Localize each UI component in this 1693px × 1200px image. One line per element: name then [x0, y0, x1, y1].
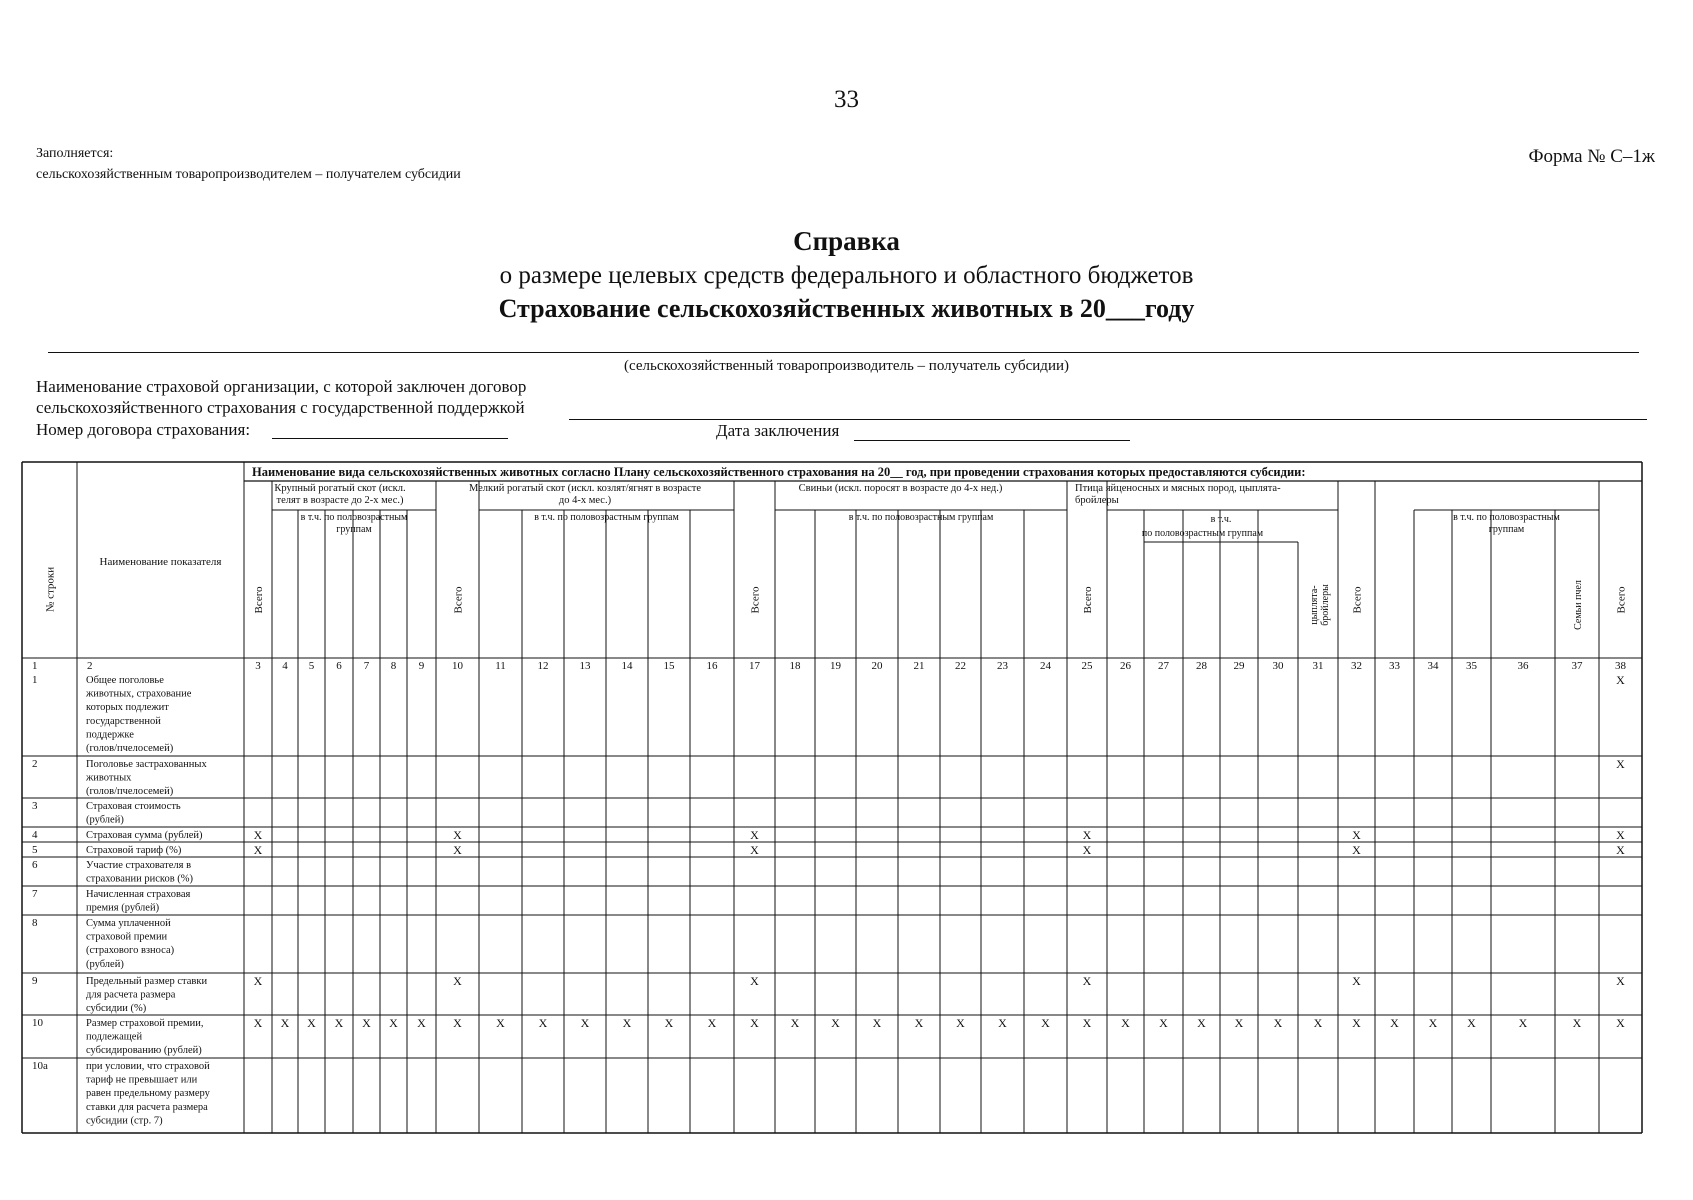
- row-indicator-label: которых подлежит: [86, 702, 169, 714]
- incl-age-groups-cattle-2: группам: [336, 524, 372, 535]
- x-mark: X: [453, 843, 462, 857]
- page-number: 33: [834, 86, 859, 113]
- total-birds: Всего: [1082, 586, 1094, 614]
- column-number: 30: [1272, 660, 1284, 672]
- column-number: 38: [1615, 660, 1626, 672]
- x-mark: X: [253, 843, 263, 857]
- column-number: 1: [32, 660, 38, 672]
- column-number: 25: [1081, 660, 1093, 672]
- column-number: 11: [495, 660, 506, 672]
- column-number: 17: [749, 660, 760, 672]
- x-mark: X: [307, 1016, 316, 1030]
- column-number: 35: [1466, 660, 1477, 672]
- column-number: 14: [621, 660, 633, 672]
- column-number: 22: [955, 660, 966, 672]
- x-mark: X: [253, 828, 263, 842]
- column-number: 37: [1571, 660, 1583, 672]
- row-number: 1: [32, 674, 38, 686]
- column-number: 27: [1158, 660, 1169, 672]
- insurer-label-line2: сельскохозяйственного страхования с государственной поддержкой: [36, 398, 525, 417]
- row-indicator-label: ставки для расчета размера: [86, 1101, 208, 1113]
- column-number: 3: [255, 660, 261, 672]
- total-small: Всего: [452, 586, 465, 614]
- row-indicator-label: Общее поголовье: [86, 675, 164, 686]
- column-number: 4: [282, 660, 288, 672]
- column-number: 26: [1120, 660, 1131, 672]
- x-mark: X: [831, 1016, 840, 1030]
- column-number: 18: [789, 660, 801, 672]
- row-indicator-label: субсидированию (рублей): [86, 1045, 202, 1057]
- incl-age-groups-cattle-1: в т.ч. по половозрастным: [300, 512, 408, 523]
- x-mark: X: [1352, 1016, 1361, 1030]
- column-number: 36: [1517, 660, 1529, 672]
- incl-birds: в т.ч.: [1210, 514, 1232, 525]
- row-indicator-label: животных, страхование: [86, 688, 192, 700]
- producer-caption: (сельскохозяйственный товаропроизводитель – получатель субсидии): [624, 358, 1069, 374]
- x-mark: X: [750, 974, 759, 988]
- row-number: 4: [32, 829, 38, 841]
- row-indicator-label: страховании рисков (%): [86, 873, 194, 885]
- row-number: 9: [32, 975, 38, 987]
- group-pigs: Свиньи (искл. поросят в возрасте до 4-х нед.): [798, 483, 1003, 494]
- total-pigs: Всего: [749, 586, 762, 614]
- row-indicator-label: Участие страхователя в: [86, 860, 192, 871]
- x-mark: X: [1273, 1016, 1283, 1030]
- row-indicator-label: равен предельному размеру: [86, 1088, 210, 1100]
- row-indicator-label: субсидии (%): [86, 1003, 147, 1015]
- row-number: 2: [32, 758, 38, 770]
- column-number: 29: [1233, 660, 1245, 672]
- x-mark: X: [1616, 673, 1625, 687]
- row-indicator-label: субсидии (стр. 7): [86, 1115, 163, 1127]
- row-number: 10: [32, 1017, 43, 1029]
- row-indicator-label: (страхового взноса): [86, 945, 175, 957]
- row-number: 8: [32, 917, 38, 929]
- group-small-line2: до 4-х мес.): [558, 495, 612, 506]
- document-subtitle-insurance: Страхование сельскохозяйственных животных в 20___году: [498, 294, 1195, 323]
- row-indicator-label: государственной: [86, 715, 161, 727]
- row-number: 5: [32, 844, 38, 856]
- fill-by-line2: сельскохозяйственным товаропроизводителем – получателем субсидии: [36, 167, 461, 182]
- x-mark: X: [872, 1016, 882, 1030]
- x-mark: X: [362, 1016, 371, 1030]
- row-number: 6: [32, 859, 38, 871]
- x-mark: X: [998, 1016, 1007, 1030]
- form-number: Форма № С–1ж: [1528, 146, 1655, 167]
- x-mark: X: [280, 1016, 290, 1030]
- row-indicator-label: (рублей): [86, 814, 124, 826]
- x-mark: X: [750, 1016, 759, 1030]
- x-mark: X: [453, 828, 462, 842]
- incl-age-groups-pigs: в т.ч. по половозрастным группам: [848, 512, 994, 523]
- broilers-line1: цыплята-: [1309, 585, 1320, 625]
- row-indicator-label: поддержке: [86, 729, 134, 741]
- row-number: 10а: [32, 1060, 48, 1072]
- x-mark: X: [707, 1016, 717, 1030]
- x-mark: X: [334, 1016, 344, 1030]
- x-mark: X: [1352, 843, 1361, 857]
- column-number: 2: [87, 660, 93, 672]
- x-mark: X: [1082, 1016, 1092, 1030]
- column-number: 19: [830, 660, 841, 672]
- column-number: 24: [1040, 660, 1051, 672]
- row-indicator-label: страховой премии: [86, 931, 168, 943]
- incl-age-groups-last-2: группам: [1488, 524, 1525, 535]
- x-mark: X: [253, 974, 263, 988]
- x-mark: X: [1121, 1016, 1130, 1030]
- column-number: 16: [706, 660, 718, 672]
- x-mark: X: [1572, 1016, 1582, 1030]
- row-indicator-label: (голов/пчелосемей): [86, 786, 174, 798]
- column-number: 33: [1389, 660, 1400, 672]
- fill-by-line1: Заполняется:: [36, 146, 114, 161]
- row-indicator-label: (рублей): [86, 958, 124, 970]
- contract-date-label: Дата заключения: [716, 421, 840, 440]
- header-main-title: Наименование вида сельскохозяйственных животных согласно Плану сельскохозяйственного страхования на 20__ год, при проведении страхования которых предоставляются субсидии:: [252, 465, 1306, 479]
- column-number: 32: [1351, 660, 1362, 672]
- x-mark: X: [253, 1016, 263, 1030]
- x-mark: X: [664, 1016, 674, 1030]
- incl-age-groups-small: в т.ч. по половозрастным группам: [534, 512, 679, 523]
- by-age-groups-birds: по половозрастным группам: [1141, 528, 1264, 539]
- column-number: 34: [1427, 660, 1439, 672]
- x-mark: X: [1159, 1016, 1168, 1030]
- x-mark: X: [1352, 974, 1361, 988]
- column-number: 8: [390, 660, 397, 672]
- row-indicator-label: премия (рублей): [86, 902, 160, 914]
- bee-families: Семьи пчел: [1573, 580, 1584, 630]
- x-mark: X: [453, 1016, 462, 1030]
- column-number: 21: [913, 660, 925, 672]
- x-mark: X: [790, 1016, 800, 1030]
- x-mark: X: [538, 1016, 548, 1030]
- x-mark: X: [1082, 828, 1092, 842]
- x-mark: X: [1616, 757, 1625, 771]
- x-mark: X: [453, 974, 462, 988]
- x-mark: X: [389, 1016, 398, 1030]
- header-indicator-name: Наименование показателя: [99, 556, 222, 568]
- row-indicator-label: животных: [86, 772, 132, 784]
- row-number: 3: [32, 800, 38, 812]
- row-indicator-label: Сумма уплаченной: [86, 918, 171, 929]
- group-birds-line1: Птица яйценосных и мясных пород, цыплята-: [1075, 483, 1281, 494]
- x-mark: X: [914, 1016, 924, 1030]
- column-number: 9: [418, 660, 425, 672]
- group-cattle-line2: телят в возрасте до 2-х мес.): [276, 495, 404, 506]
- row-indicator-label: для расчета размера: [86, 989, 176, 1001]
- column-number: 28: [1196, 660, 1207, 672]
- column-number: 13: [579, 660, 591, 672]
- row-indicator-label: Размер страховой премии,: [86, 1018, 204, 1029]
- insurer-label-line1: Наименование страховой организации, с которой заключен договор: [36, 377, 527, 396]
- column-number: 31: [1312, 660, 1324, 672]
- x-mark: X: [1082, 843, 1092, 857]
- total-cattle: Всего: [253, 586, 265, 614]
- x-mark: X: [1197, 1016, 1206, 1030]
- x-mark: X: [580, 1016, 590, 1030]
- broilers-line2: бройлеры: [1320, 584, 1331, 626]
- group-small-line1: Мелкий рогатый скот (искл. козлят/ягнят в возрасте: [468, 483, 702, 494]
- document-title: Справка: [793, 226, 900, 256]
- x-mark: X: [1518, 1016, 1528, 1030]
- column-number: 7: [363, 660, 370, 672]
- column-number: 10: [452, 660, 463, 672]
- row-number: 7: [32, 888, 38, 900]
- row-indicator-label: (голов/пчелосемей): [86, 743, 174, 754]
- row-indicator-label: Начисленная страховая: [86, 889, 191, 900]
- contract-number-label: Номер договора страхования:: [36, 420, 251, 439]
- column-number: 20: [871, 660, 883, 672]
- total-group32: Всего: [1351, 586, 1364, 614]
- x-mark: X: [1616, 1016, 1625, 1030]
- x-mark: X: [1390, 1016, 1399, 1030]
- group-cattle-line1: Крупный рогатый скот (искл.: [274, 483, 406, 494]
- column-number: 23: [997, 660, 1008, 672]
- column-number: 12: [537, 660, 549, 672]
- x-mark: X: [1616, 974, 1625, 988]
- x-mark: X: [956, 1016, 965, 1030]
- row-indicator-label: подлежащей: [86, 1031, 143, 1043]
- x-mark: X: [622, 1016, 632, 1030]
- row-indicator-label: Страховая стоимость: [86, 801, 181, 812]
- x-mark: X: [1313, 1016, 1323, 1030]
- x-mark: X: [1234, 1016, 1244, 1030]
- x-mark: X: [1616, 843, 1625, 857]
- total-bees: Всего: [1615, 586, 1628, 614]
- row-indicator-label: Страховой тариф (%): [86, 845, 182, 856]
- x-mark: X: [1616, 828, 1625, 842]
- column-number: 5: [308, 660, 315, 672]
- row-indicator-label: Страховая сумма (рублей): [86, 830, 203, 841]
- group-birds-line2: бройлеры: [1075, 495, 1119, 506]
- header-row-number: № строки: [44, 566, 57, 613]
- row-indicator-label: Поголовье застрахованных: [86, 759, 207, 770]
- x-mark: X: [1082, 974, 1092, 988]
- document-subtitle: о размере целевых средств федерального и областного бюджетов: [499, 262, 1194, 289]
- x-mark: X: [1352, 828, 1361, 842]
- x-mark: X: [750, 843, 759, 857]
- x-mark: X: [417, 1016, 426, 1030]
- x-mark: X: [496, 1016, 505, 1030]
- row-indicator-label: при условии, что страховой: [86, 1061, 210, 1072]
- row-indicator-label: тариф не превышает или: [86, 1074, 198, 1086]
- x-mark: X: [1041, 1016, 1050, 1030]
- column-number: 15: [663, 660, 675, 672]
- row-indicator-label: Предельный размер ставки: [86, 976, 208, 987]
- incl-age-groups-last-1: в т.ч. по половозрастным: [1453, 512, 1560, 523]
- x-mark: X: [1428, 1016, 1438, 1030]
- x-mark: X: [750, 828, 759, 842]
- column-number: 6: [336, 660, 342, 672]
- x-mark: X: [1467, 1016, 1476, 1030]
